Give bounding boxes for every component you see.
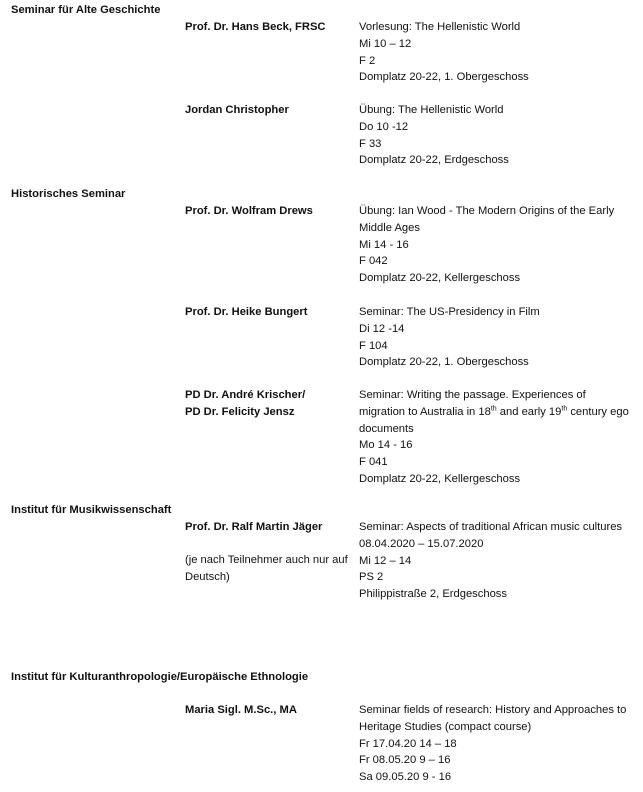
section-title-alte-geschichte: Seminar für Alte Geschichte: [11, 4, 161, 16]
lecturer-name: Jordan Christopher: [185, 104, 289, 116]
course-title: Seminar fields of research: History and Approaches to Heritage Studies (compact course): [359, 704, 627, 733]
course-room: F 33: [359, 137, 382, 150]
course-location: Philippistraße 2, Erdgeschoss: [359, 588, 507, 601]
lecturer-christopher: [185, 102, 355, 119]
course-info-drews: [359, 203, 631, 287]
course-room: F 104: [359, 339, 388, 352]
course-location: Domplatz 20-22, Erdgeschoss: [359, 154, 509, 167]
course-title-part-1: Seminar: Writing the passage. Experiences of migration to Australia in 18: [359, 389, 586, 418]
course-info-jaeger: [359, 519, 631, 603]
lecturer-name: Prof. Dr. Hans Beck, FRSC: [185, 21, 326, 33]
course-time: Mi 10 – 12: [359, 37, 412, 50]
course-title-part-3: century ego documents: [359, 405, 629, 435]
lecturer-krischer-jensz: [185, 387, 355, 421]
course-location: Domplatz 20-22, 1. Obergeschoss: [359, 356, 529, 369]
course-room: F 042: [359, 255, 388, 268]
lecturer-beck: [185, 19, 355, 36]
course-title: Seminar: The US-Presidency in Film: [359, 306, 540, 318]
course-location: Domplatz 20-22, Kellergeschoss: [359, 472, 521, 485]
lecturer-name-1: PD Dr. André Krischer/: [185, 389, 306, 401]
course-title: [359, 387, 631, 437]
course-info-krischer-jensz: [359, 387, 631, 488]
course-info-sigl: [359, 702, 631, 786]
course-title: Übung: The Hellenistic World: [359, 104, 504, 116]
course-time: Di 12 -14: [359, 322, 405, 335]
lecturer-bungert: [185, 304, 355, 321]
course-title: Vorlesung: The Hellenistic World: [359, 21, 521, 33]
lecturer-name: Maria Sigl. M.Sc., MA: [185, 704, 297, 716]
course-info-bungert: [359, 304, 631, 371]
lecturer-name: Prof. Dr. Heike Bungert: [185, 306, 308, 318]
lecturer-name: Prof. Dr. Ralf Martin Jäger: [185, 521, 323, 533]
lecturer-sigl: [185, 702, 355, 719]
course-dates: 08.04.2020 – 15.07.2020: [359, 537, 484, 550]
section-title-historisches-seminar: Historisches Seminar: [11, 188, 126, 200]
course-room: F 2: [359, 54, 376, 67]
course-title: Seminar: Aspects of traditional African music cultures: [359, 521, 623, 533]
course-info-beck: [359, 19, 631, 86]
course-time: Mi 14 - 16: [359, 238, 409, 251]
lecturer-name-2: PD Dr. Felicity Jensz: [185, 405, 295, 418]
ordinal-suffix: th: [490, 405, 497, 413]
course-time: Do 10 -12: [359, 120, 409, 133]
lecturer-jaeger: [185, 519, 355, 585]
course-date-3: Sa 09.05.20 9 - 16: [359, 771, 452, 784]
course-title-part-2: and early 19: [496, 405, 562, 418]
course-room: F 041: [359, 456, 388, 469]
course-time: Mi 12 – 14: [359, 554, 412, 567]
ordinal-suffix: th: [561, 405, 568, 413]
course-time: Mo 14 - 16: [359, 439, 413, 452]
course-info-christopher: [359, 102, 631, 169]
course-title: Übung: Ian Wood - The Modern Origins of the Early Middle Ages: [359, 205, 615, 234]
course-location: Domplatz 20-22, 1. Obergeschoss: [359, 71, 529, 84]
section-title-musikwissenschaft: Institut für Musikwissenschaft: [11, 504, 172, 516]
course-room: PS 2: [359, 571, 384, 584]
course-date-1: Fr 17.04.20 14 – 18: [359, 737, 457, 750]
lecturer-name: Prof. Dr. Wolfram Drews: [185, 205, 313, 217]
language-note: (je nach Teilnehmer auch nur auf Deutsch): [185, 553, 348, 583]
section-title-kulturanthropologie: Institut für Kulturanthropologie/Europäische Ethnologie: [11, 671, 309, 683]
course-date-2: Fr 08.05.20 9 – 16: [359, 754, 451, 767]
course-location: Domplatz 20-22, Kellergeschoss: [359, 272, 521, 285]
lecturer-drews: [185, 203, 355, 220]
